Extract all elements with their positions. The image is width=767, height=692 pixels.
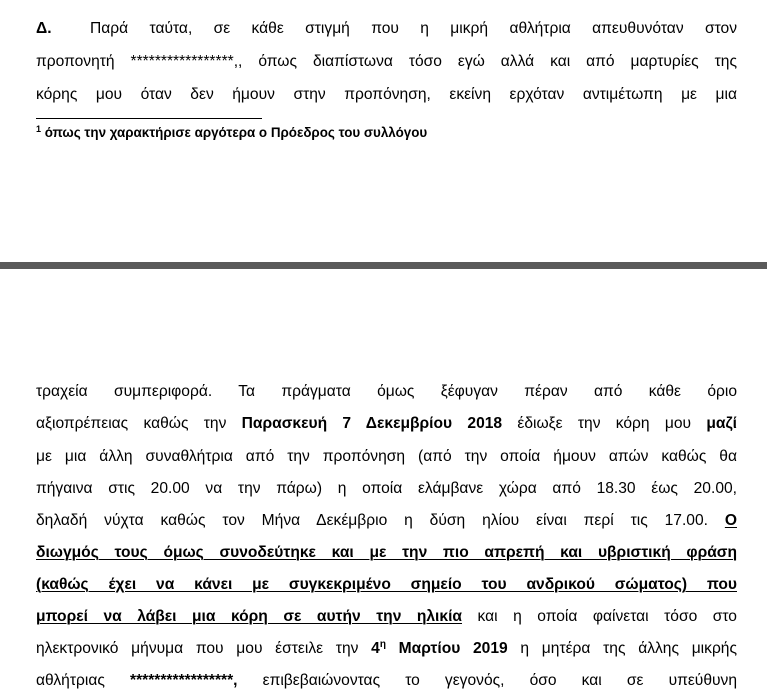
footnote	[36, 124, 427, 142]
section-label: Δ.	[36, 20, 52, 37]
document-page-top	[0, 0, 767, 262]
paragraph-line	[36, 671, 737, 691]
footnote-text: όπως την χαρακτήρισε αργότερα ο Πρόεδρος του συλλόγου	[44, 125, 428, 140]
paragraph-text: πήγαινα στις 20.00 να την πάρω) η οποία ελάμβανε χώρα από 18.30 έως 20.00,	[36, 480, 737, 497]
paragraph-text: η μητέρα της άλλης μικρής	[507, 640, 737, 657]
paragraph-text: και η οποία φαίνεται τόσο στο	[462, 608, 737, 625]
footnote-separator	[36, 118, 262, 119]
paragraph-line	[36, 639, 737, 659]
paragraph-line	[36, 414, 737, 434]
paragraph-text: έδιωξε την κόρη μου	[502, 415, 707, 432]
paragraph-line	[36, 607, 737, 627]
date-emphasis: 4	[371, 640, 380, 657]
paragraph-text: αξιοπρέπειας καθώς την	[36, 415, 242, 432]
word-emphasis: μαζί	[706, 415, 737, 432]
underlined-emphasis-line	[36, 543, 737, 563]
paragraph-line	[36, 52, 737, 72]
paragraph-text: τραχεία συμπεριφορά. Τα πράγματα όμως ξέφυγαν πέραν από κάθε όριο	[36, 383, 737, 400]
underlined-emphasis: Ο	[724, 512, 737, 529]
paragraph-line	[36, 479, 737, 499]
paragraph-text: δηλαδή νύχτα καθώς τον Μήνα Δεκέμβριο η δύση ηλίου είναι περί τις 17.00.	[36, 512, 725, 529]
document-page-bottom	[0, 269, 767, 692]
date-emphasis: Μαρτίου 2019	[385, 640, 508, 657]
paragraph-line	[36, 447, 737, 467]
paragraph-text: ηλεκτρονικό μήνυμα που μου έστειλε την	[36, 640, 372, 657]
ordinal-superscript: η	[379, 639, 386, 650]
paragraph-text: (καθώς έχει να κάνει με συγκεκριμένο σημείο του ανδρικού σώματος) που	[36, 576, 737, 593]
paragraph-line	[36, 511, 737, 531]
paragraph-text: προπονητή *****************,, όπως διαπίστωνα τόσο εγώ αλλά και από μαρτυρίες της	[36, 53, 737, 70]
page-separator	[0, 262, 767, 269]
paragraph-text: αθλήτριας	[36, 672, 131, 689]
paragraph-text: με μια άλλη συναθλήτρια από την προπόνηση (από την οποία ήμουν απών καθώς θα	[36, 448, 737, 465]
paragraph-line	[36, 85, 737, 105]
paragraph-line	[36, 19, 737, 39]
paragraph-text: επιβεβαιώνοντας το γεγονός, όσο και σε υπεύθυνη	[237, 672, 738, 689]
paragraph-text: διωγμός τους όμως συνοδεύτηκε και με την πιο απρεπή και υβριστική φράση	[36, 544, 737, 561]
underlined-emphasis-line	[36, 575, 737, 595]
paragraph-line	[36, 382, 737, 402]
date-emphasis: Παρασκευή 7 Δεκεμβρίου 2018	[241, 415, 503, 432]
paragraph-text: κόρης μου όταν δεν ήμουν στην προπόνηση, εκείνη ερχόταν αντιμέτωπη με μια	[36, 86, 737, 103]
underlined-emphasis: μπορεί να λάβει μια κόρη σε αυτήν την ηλικία	[36, 608, 462, 625]
footnote-number: 1	[36, 124, 42, 134]
redacted-name: *****************,	[130, 672, 238, 689]
paragraph-text: Παρά ταύτα, σε κάθε στιγμή που η μικρή αθλήτρια απευθυνόταν στον	[90, 20, 737, 37]
